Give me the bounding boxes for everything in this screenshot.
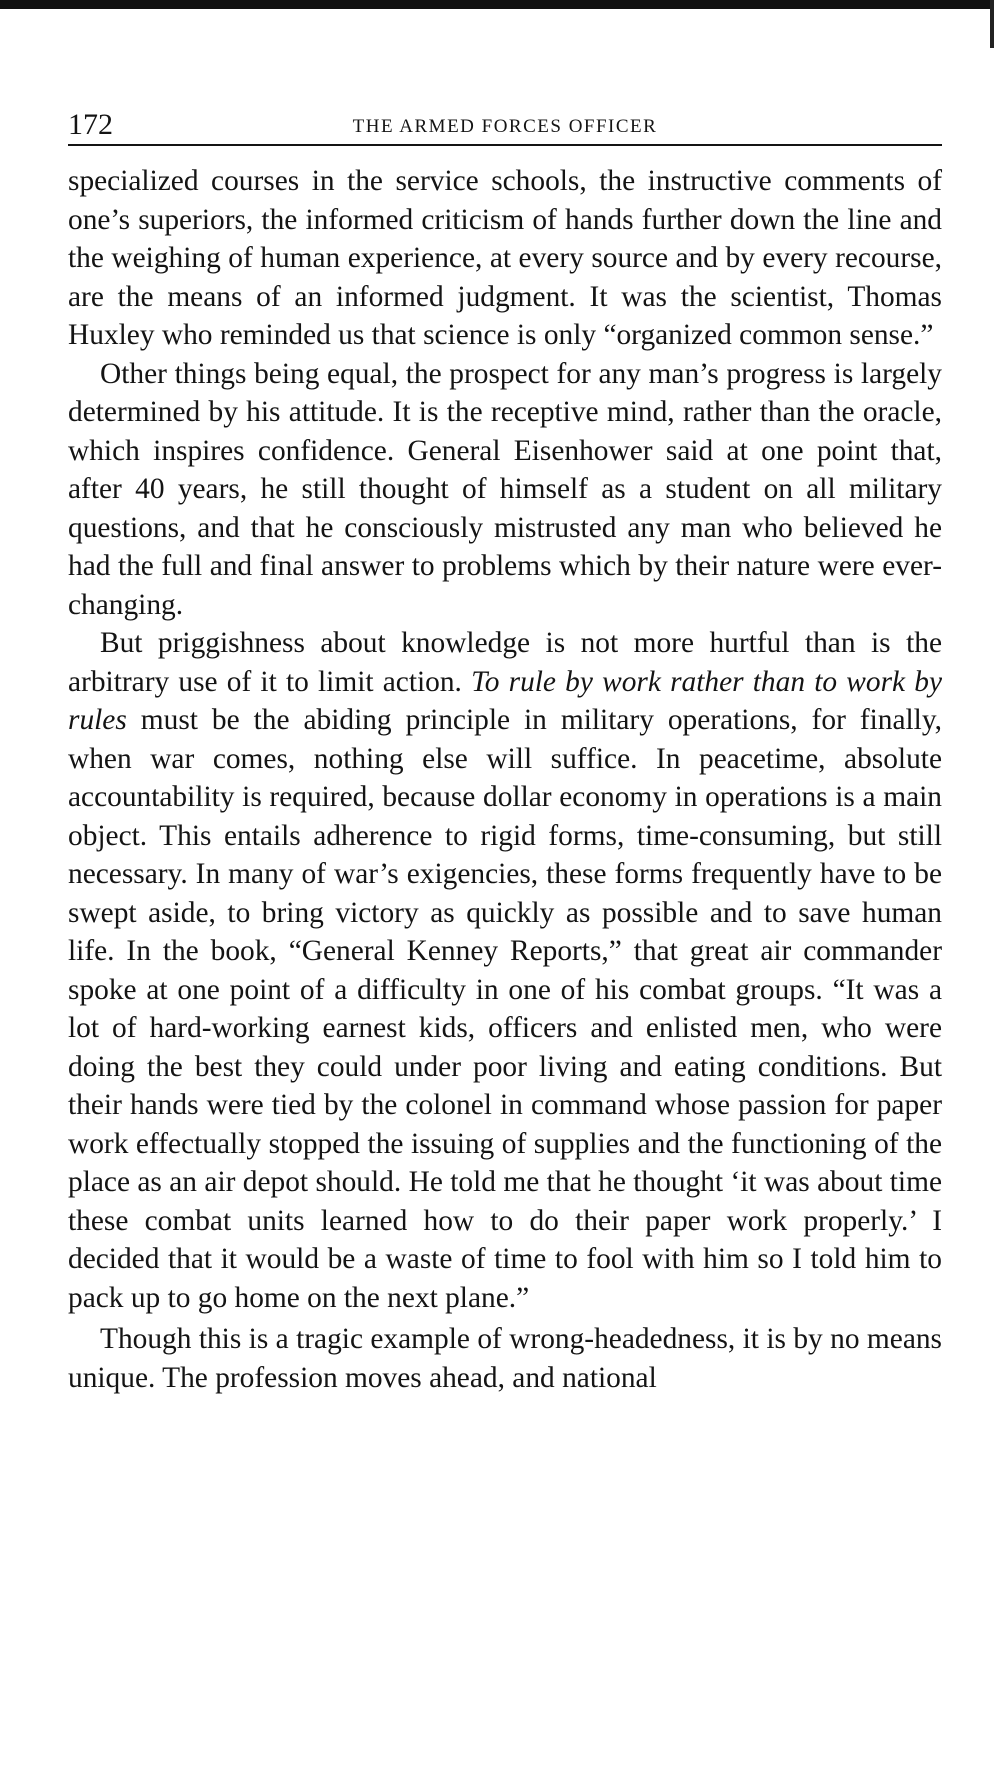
paragraph-4: Though this is a tragic example of wrong-headedness, it is by no means unique. The profession moves ahead, and national [68,1323,942,1394]
paragraph-2: Other things being equal, the prospect for any man’s progress is largely determined by his attitude. It is the receptive mind, rather than the oracle, which inspires confidence. General Eisenhower said at one point that, after 40 years, he still thought of himself as a student on all military questions, and that he consciously mistrusted any man who believed he had the full and final answer to problems which by their nature were ever-changing. [68,357,942,621]
page-header [68,108,942,144]
header-rule [68,144,942,146]
scan-right-edge [990,0,994,48]
scan-top-border [0,0,990,9]
paragraph-1: specialized courses in the service schools, the instructive comments of one’s superiors, the informed criticism of hands further down the line and the weighing of human experience, at every source and by every recourse, are the means of an informed judgment. It was the scientist, Thomas Huxley who reminded us that science is only “organized common sense.” [68,165,942,351]
paragraph-3 [68,624,942,1317]
page-number: 172 [68,108,113,141]
paragraph-3-text-before: But priggishness about knowledge is not more hurtful than is the arbitrary use of it to limit action. [68,627,942,698]
paragraph-3-text-after: must be the abiding principle in military operations, for finally, when war comes, nothing else will suffice. In peacetime, absolute accountability is required, because dollar economy in operations is a main object. This entails adherence to rigid forms, time-consuming, but still necessary. In many of war’s exigencies, these forms frequently have to be swept aside, to bring victory as quickly as possible and to save human life. In the book, “General Kenney Reports,” that great air commander spoke at one point of a difficulty in one of his combat groups. “It was a lot of hard-working earnest kids, officers and enlisted men, who were doing the best they could under poor living and eating conditions. But their hands were tied by the colonel in command whose passion for paper work effectually stopped the issuing of supplies and the functioning of the place as an air depot should. He told me that he thought ‘it was about time these combat units learned how to do their paper work properly.’ I decided that it would be a waste of time to fool with him so I told him to pack up to go home on the next plane.” [68,704,942,1314]
paragraph-3-italic-phrase: To rule by work rather than to work by rules [68,665,942,736]
running-title: THE ARMED FORCES OFFICER [352,116,658,137]
body-text [68,162,942,1397]
